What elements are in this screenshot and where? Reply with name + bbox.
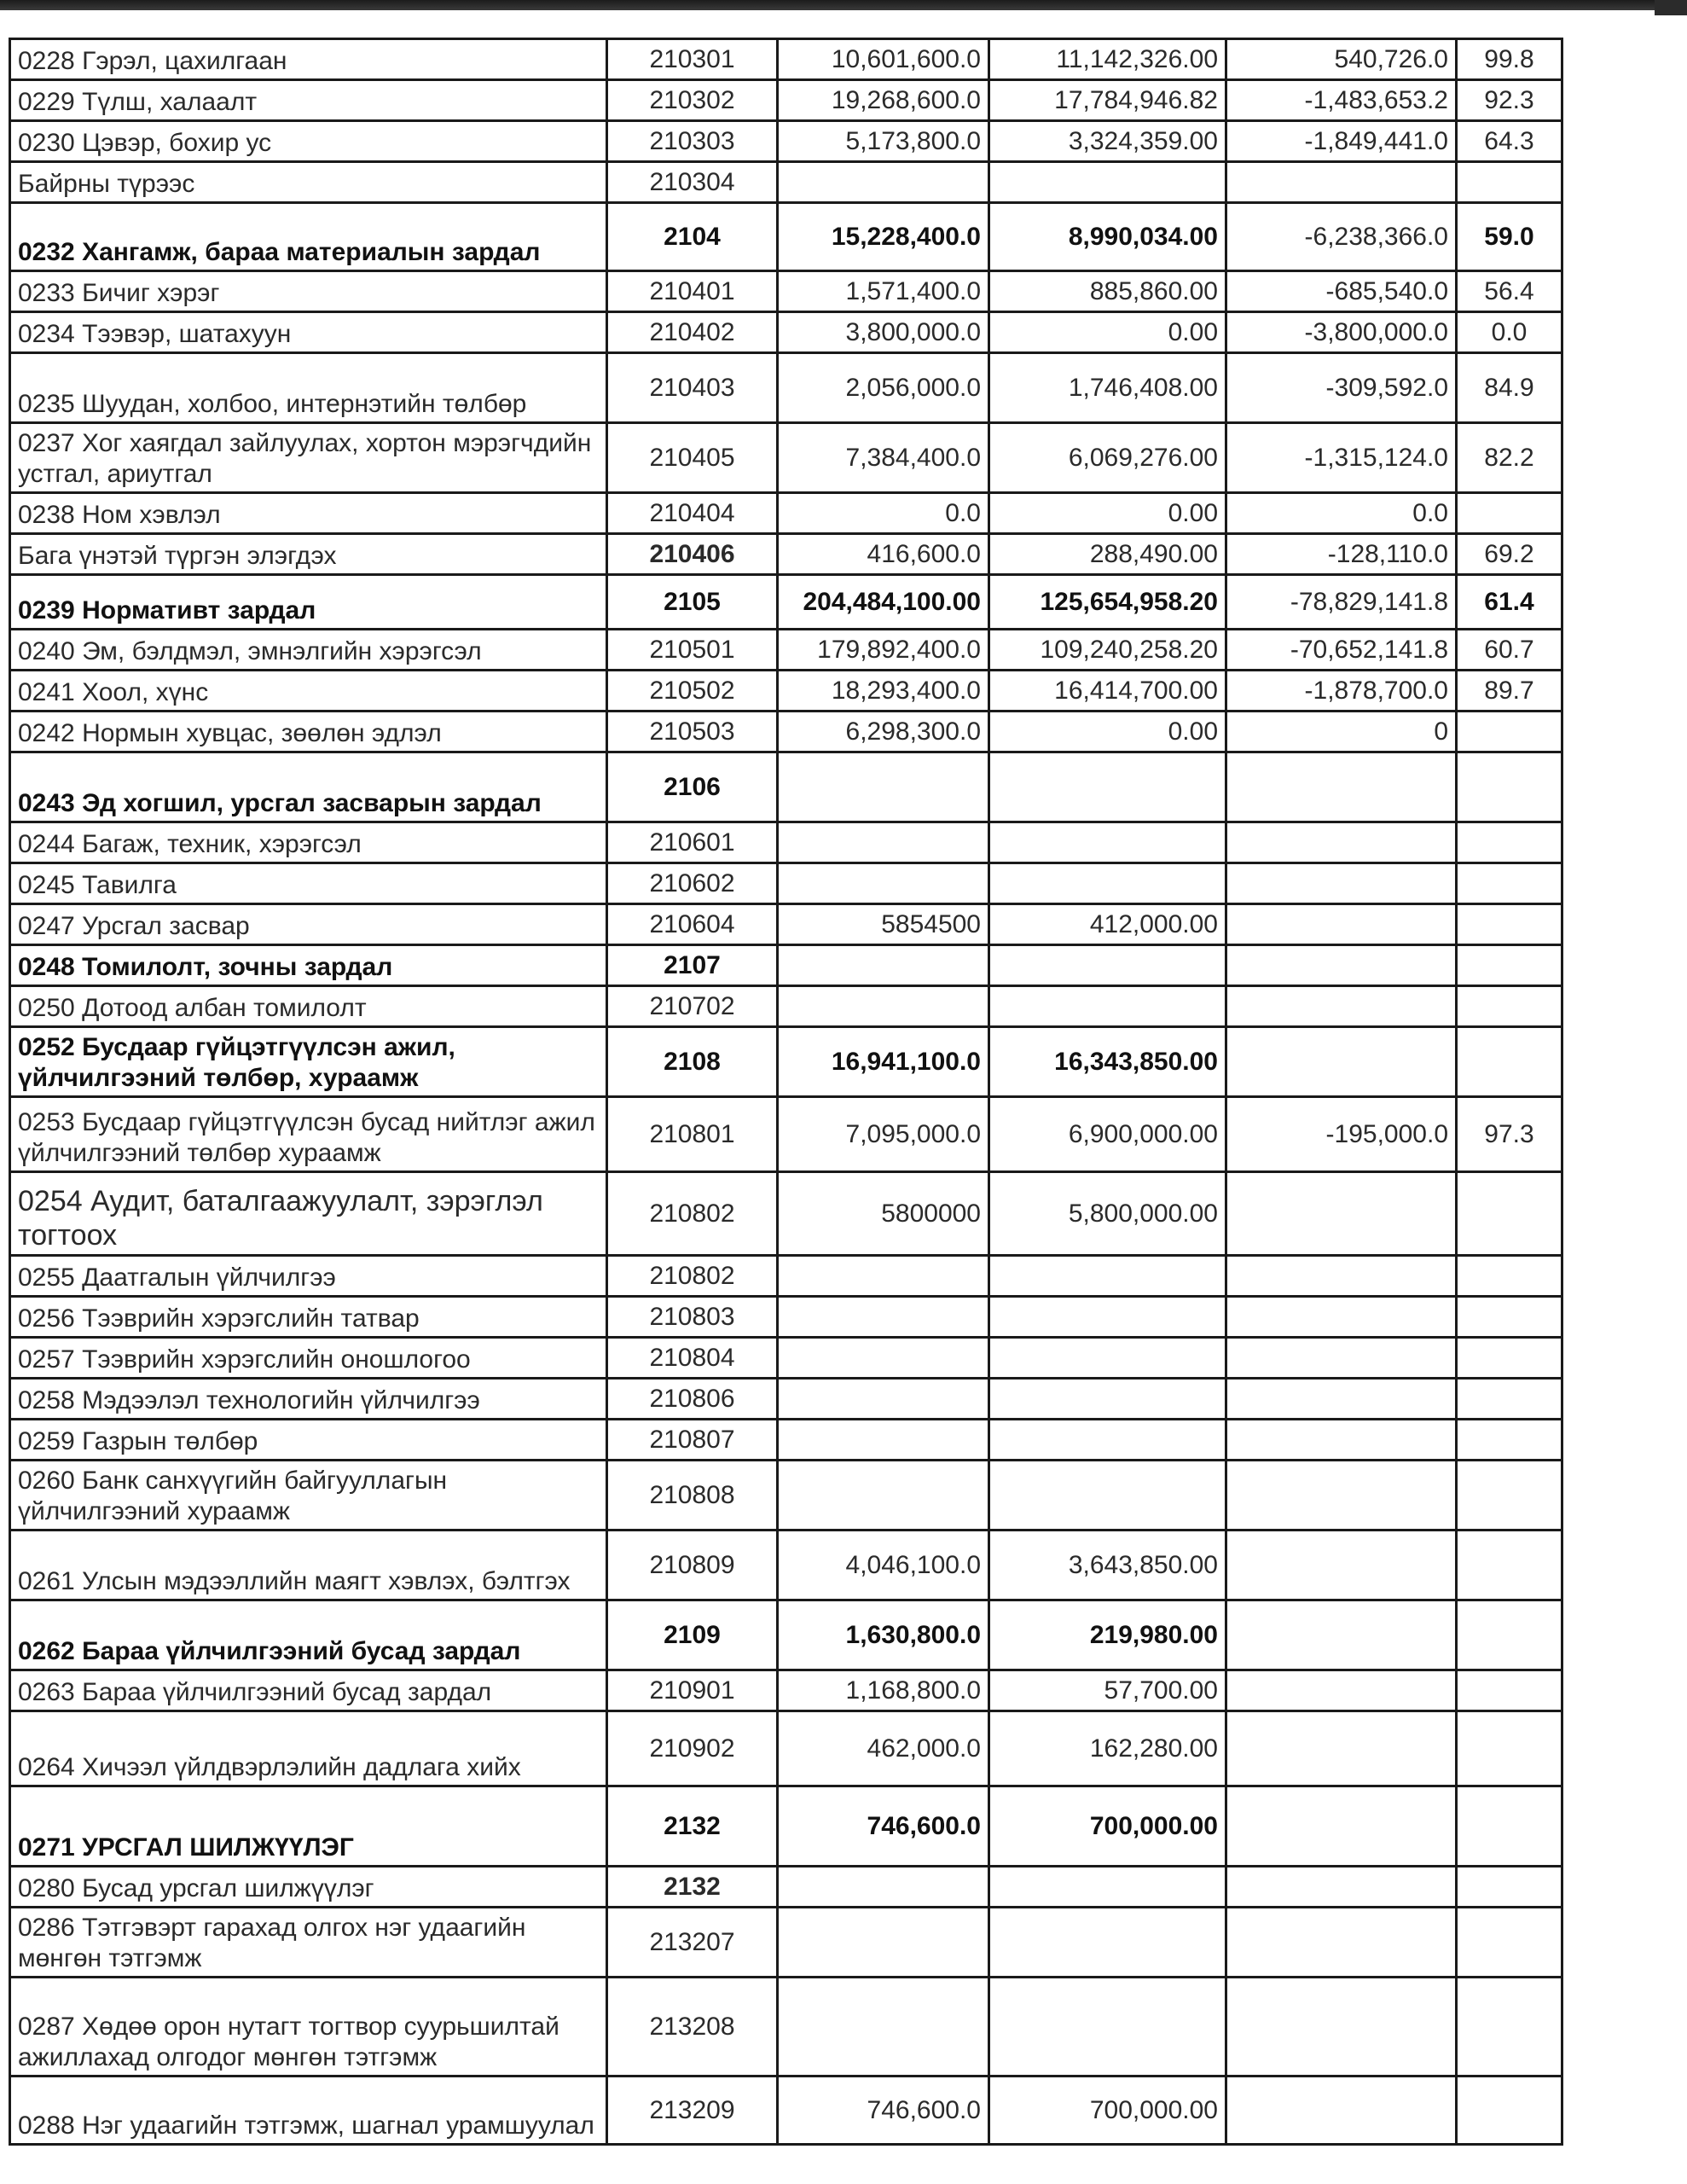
difference-amount: -1,849,441.0 [1226, 121, 1457, 162]
item-name: 0264 Хичээл үйлдвэрлэлийн дадлага хийх [10, 1711, 607, 1786]
planned-amount [778, 863, 989, 904]
budget-code: 210808 [607, 1461, 778, 1531]
difference-amount: -1,483,653.2 [1226, 80, 1457, 121]
planned-amount: 3,800,000.0 [778, 312, 989, 353]
actual-amount: 8,990,034.00 [989, 203, 1226, 271]
item-name: 0259 Газрын төлбөр [10, 1420, 607, 1461]
table-row [10, 39, 1562, 80]
execution-percent: 56.4 [1457, 271, 1562, 312]
budget-code: 210806 [607, 1379, 778, 1420]
budget-code: 210801 [607, 1097, 778, 1172]
difference-amount: -309,592.0 [1226, 353, 1457, 423]
execution-percent [1457, 2077, 1562, 2145]
table-row [10, 863, 1562, 904]
budget-code: 210403 [607, 353, 778, 423]
execution-percent [1457, 945, 1562, 986]
planned-amount: 746,600.0 [778, 1786, 989, 1867]
budget-code: 210901 [607, 1670, 778, 1711]
execution-percent [1457, 1338, 1562, 1379]
planned-amount [778, 1908, 989, 1978]
difference-amount [1226, 1600, 1457, 1670]
planned-amount: 18,293,400.0 [778, 671, 989, 712]
execution-percent: 59.0 [1457, 203, 1562, 271]
item-name: 0229 Түлш, халаалт [10, 80, 607, 121]
item-name: 0262 Бараа үйлчилгээний бусад зардал [10, 1600, 607, 1670]
execution-percent [1457, 863, 1562, 904]
budget-code: 210803 [607, 1297, 778, 1338]
table-row [10, 121, 1562, 162]
difference-amount [1226, 162, 1457, 203]
planned-amount: 15,228,400.0 [778, 203, 989, 271]
table-row [10, 2077, 1562, 2145]
budget-code: 210809 [607, 1531, 778, 1600]
item-name: 0241 Хоол, хүнс [10, 671, 607, 712]
actual-amount: 0.00 [989, 312, 1226, 353]
actual-amount: 109,240,258.20 [989, 630, 1226, 671]
item-name: 0255 Даатгалын үйлчилгээ [10, 1256, 607, 1297]
table-row [10, 353, 1562, 423]
planned-amount: 19,268,600.0 [778, 80, 989, 121]
budget-code: 2105 [607, 575, 778, 630]
budget-code: 2104 [607, 203, 778, 271]
actual-amount [989, 1338, 1226, 1379]
difference-amount [1226, 945, 1457, 986]
execution-percent [1457, 904, 1562, 945]
difference-amount [1226, 863, 1457, 904]
actual-amount: 5,800,000.00 [989, 1172, 1226, 1256]
difference-amount [1226, 1256, 1457, 1297]
table-row [10, 904, 1562, 945]
actual-amount [989, 162, 1226, 203]
planned-amount [778, 1297, 989, 1338]
budget-code: 210804 [607, 1338, 778, 1379]
difference-amount [1226, 1867, 1457, 1908]
item-name: 0258 Мэдээлэл технологийн үйлчилгээ [10, 1379, 607, 1420]
table-row [10, 575, 1562, 630]
planned-amount [778, 822, 989, 863]
planned-amount: 462,000.0 [778, 1711, 989, 1786]
actual-amount: 6,069,276.00 [989, 423, 1226, 493]
difference-amount [1226, 1670, 1457, 1711]
actual-amount [989, 822, 1226, 863]
budget-code: 2108 [607, 1027, 778, 1097]
budget-code: 210702 [607, 986, 778, 1027]
item-name: 0260 Банк санхүүгийн байгууллагын үйлчилгээний хураамж [10, 1461, 607, 1531]
table-row [10, 1670, 1562, 1711]
table-row [10, 1172, 1562, 1256]
table-row [10, 162, 1562, 203]
difference-amount [1226, 2077, 1457, 2145]
actual-amount [989, 945, 1226, 986]
item-name: Бага үнэтэй түргэн элэгдэх [10, 534, 607, 575]
planned-amount: 6,298,300.0 [778, 712, 989, 752]
actual-amount: 17,784,946.82 [989, 80, 1226, 121]
actual-amount [989, 1297, 1226, 1338]
budget-code: 2132 [607, 1867, 778, 1908]
table-row [10, 203, 1562, 271]
actual-amount: 412,000.00 [989, 904, 1226, 945]
difference-amount [1226, 1379, 1457, 1420]
actual-amount [989, 1867, 1226, 1908]
planned-amount [778, 1379, 989, 1420]
table-row [10, 493, 1562, 534]
budget-code: 210301 [607, 39, 778, 80]
item-name: 0253 Бусдаар гүйцэтгүүлсэн бусад нийтлэг ажил үйлчилгээний төлбөр хураамж [10, 1097, 607, 1172]
actual-amount: 125,654,958.20 [989, 575, 1226, 630]
item-name: 0240 Эм, бэлдмэл, эмнэлгийн хэрэгсэл [10, 630, 607, 671]
planned-amount: 5800000 [778, 1172, 989, 1256]
actual-amount: 16,343,850.00 [989, 1027, 1226, 1097]
actual-amount: 57,700.00 [989, 1670, 1226, 1711]
table-row [10, 1978, 1562, 2077]
planned-amount: 1,630,800.0 [778, 1600, 989, 1670]
difference-amount [1226, 1711, 1457, 1786]
table-row [10, 1867, 1562, 1908]
table-row [10, 1461, 1562, 1531]
actual-amount: 6,900,000.00 [989, 1097, 1226, 1172]
item-name: 0245 Тавилга [10, 863, 607, 904]
execution-percent: 99.8 [1457, 39, 1562, 80]
budget-code: 210404 [607, 493, 778, 534]
budget-code: 210302 [607, 80, 778, 121]
table-row [10, 423, 1562, 493]
planned-amount [778, 1256, 989, 1297]
item-name: 0287 Хөдөө орон нутагт тогтвор суурьшилтай ажиллахад олгодог мөнгөн тэтгэмж [10, 1978, 607, 2077]
planned-amount: 16,941,100.0 [778, 1027, 989, 1097]
table-row [10, 1027, 1562, 1097]
difference-amount [1226, 986, 1457, 1027]
table-row [10, 712, 1562, 752]
budget-code: 210303 [607, 121, 778, 162]
difference-amount: -3,800,000.0 [1226, 312, 1457, 353]
budget-code: 210405 [607, 423, 778, 493]
planned-amount: 7,384,400.0 [778, 423, 989, 493]
actual-amount: 288,490.00 [989, 534, 1226, 575]
difference-amount: 540,726.0 [1226, 39, 1457, 80]
budget-code: 2106 [607, 752, 778, 822]
execution-percent: 82.2 [1457, 423, 1562, 493]
item-name: 0288 Нэг удаагийн тэтгэмж, шагнал урамшуулал [10, 2077, 607, 2145]
table-row [10, 1420, 1562, 1461]
item-name: 0244 Багаж, техник, хэрэгсэл [10, 822, 607, 863]
difference-amount: 0.0 [1226, 493, 1457, 534]
item-name: 0254 Аудит, баталгаажуулалт, зэрэглэл тогтоох [10, 1172, 607, 1256]
execution-percent [1457, 1172, 1562, 1256]
table-row [10, 534, 1562, 575]
actual-amount: 3,324,359.00 [989, 121, 1226, 162]
planned-amount: 1,571,400.0 [778, 271, 989, 312]
item-name: 0248 Томилолт, зочны зардал [10, 945, 607, 986]
execution-percent: 97.3 [1457, 1097, 1562, 1172]
execution-percent [1457, 1297, 1562, 1338]
actual-amount [989, 1420, 1226, 1461]
difference-amount [1226, 1027, 1457, 1097]
table-row [10, 1531, 1562, 1600]
item-name: 0233 Бичиг хэрэг [10, 271, 607, 312]
execution-percent [1457, 1420, 1562, 1461]
difference-amount [1226, 904, 1457, 945]
item-name: 0252 Бусдаар гүйцэтгүүлсэн ажил, үйлчилгээний төлбөр, хураамж [10, 1027, 607, 1097]
actual-amount: 219,980.00 [989, 1600, 1226, 1670]
execution-percent: 61.4 [1457, 575, 1562, 630]
difference-amount: -685,540.0 [1226, 271, 1457, 312]
planned-amount [778, 1978, 989, 2077]
table-row [10, 986, 1562, 1027]
actual-amount [989, 752, 1226, 822]
budget-code: 2107 [607, 945, 778, 986]
actual-amount: 16,414,700.00 [989, 671, 1226, 712]
actual-amount [989, 1908, 1226, 1978]
actual-amount [989, 1978, 1226, 2077]
execution-percent [1457, 1027, 1562, 1097]
table-row [10, 822, 1562, 863]
table-row [10, 1600, 1562, 1670]
difference-amount [1226, 1786, 1457, 1867]
item-name: 0228 Гэрэл, цахилгаан [10, 39, 607, 80]
planned-amount: 746,600.0 [778, 2077, 989, 2145]
budget-table-body [10, 39, 1562, 2145]
scan-edge-corner [1655, 0, 1687, 15]
budget-code: 210601 [607, 822, 778, 863]
budget-code: 210501 [607, 630, 778, 671]
item-name: 0271 УРСГАЛ ШИЛЖҮҮЛЭГ [10, 1786, 607, 1867]
planned-amount: 4,046,100.0 [778, 1531, 989, 1600]
difference-amount: -70,652,141.8 [1226, 630, 1457, 671]
planned-amount: 0.0 [778, 493, 989, 534]
budget-code: 210406 [607, 534, 778, 575]
actual-amount [989, 986, 1226, 1027]
budget-code: 210602 [607, 863, 778, 904]
table-row [10, 271, 1562, 312]
budget-code: 213208 [607, 1978, 778, 2077]
table-row [10, 945, 1562, 986]
planned-amount [778, 162, 989, 203]
item-name: 0247 Урсгал засвар [10, 904, 607, 945]
item-name: 0243 Эд хогшил, урсгал засварын зардал [10, 752, 607, 822]
actual-amount: 1,746,408.00 [989, 353, 1226, 423]
execution-percent [1457, 822, 1562, 863]
execution-percent [1457, 1600, 1562, 1670]
item-name: 0232 Хангамж, бараа материалын зардал [10, 203, 607, 271]
actual-amount: 885,860.00 [989, 271, 1226, 312]
item-name: 0256 Тээврийн хэрэгслийн татвар [10, 1297, 607, 1338]
budget-code: 210402 [607, 312, 778, 353]
planned-amount [778, 945, 989, 986]
planned-amount [778, 752, 989, 822]
table-row [10, 1297, 1562, 1338]
planned-amount: 7,095,000.0 [778, 1097, 989, 1172]
difference-amount: -1,878,700.0 [1226, 671, 1457, 712]
table-row [10, 1379, 1562, 1420]
execution-percent [1457, 493, 1562, 534]
execution-percent [1457, 1978, 1562, 2077]
table-row [10, 80, 1562, 121]
actual-amount: 0.00 [989, 493, 1226, 534]
item-name: 0242 Нормын хувцас, зөөлөн эдлэл [10, 712, 607, 752]
budget-code: 210807 [607, 1420, 778, 1461]
table-row [10, 1256, 1562, 1297]
execution-percent [1457, 1908, 1562, 1978]
scan-edge-top [0, 0, 1687, 10]
execution-percent [1457, 1670, 1562, 1711]
difference-amount [1226, 752, 1457, 822]
actual-amount: 0.00 [989, 712, 1226, 752]
planned-amount: 1,168,800.0 [778, 1670, 989, 1711]
planned-amount: 10,601,600.0 [778, 39, 989, 80]
table-row [10, 630, 1562, 671]
budget-code: 213207 [607, 1908, 778, 1978]
item-name: 0230 Цэвэр, бохир ус [10, 121, 607, 162]
planned-amount: 5,173,800.0 [778, 121, 989, 162]
item-name: 0234 Тээвэр, шатахуун [10, 312, 607, 353]
planned-amount: 2,056,000.0 [778, 353, 989, 423]
planned-amount: 179,892,400.0 [778, 630, 989, 671]
table-row [10, 671, 1562, 712]
item-name: 0235 Шуудан, холбоо, интернэтийн төлбөр [10, 353, 607, 423]
item-name: 0261 Улсын мэдээллийн маягт хэвлэх, бэлтгэх [10, 1531, 607, 1600]
budget-code: 210401 [607, 271, 778, 312]
execution-percent: 92.3 [1457, 80, 1562, 121]
actual-amount [989, 1461, 1226, 1531]
difference-amount [1226, 1172, 1457, 1256]
item-name: 0250 Дотоод албан томилолт [10, 986, 607, 1027]
difference-amount [1226, 1908, 1457, 1978]
actual-amount: 700,000.00 [989, 1786, 1226, 1867]
item-name: 0257 Тээврийн хэрэгслийн оношлогоо [10, 1338, 607, 1379]
actual-amount [989, 1256, 1226, 1297]
item-name: 0239 Нормативт зардал [10, 575, 607, 630]
table-row [10, 752, 1562, 822]
actual-amount: 11,142,326.00 [989, 39, 1226, 80]
table-row [10, 1786, 1562, 1867]
actual-amount [989, 1379, 1226, 1420]
execution-percent [1457, 712, 1562, 752]
difference-amount [1226, 1531, 1457, 1600]
planned-amount: 5854500 [778, 904, 989, 945]
execution-percent [1457, 1379, 1562, 1420]
planned-amount [778, 986, 989, 1027]
execution-percent [1457, 1786, 1562, 1867]
budget-code: 213209 [607, 2077, 778, 2145]
execution-percent: 0.0 [1457, 312, 1562, 353]
execution-percent [1457, 1711, 1562, 1786]
difference-amount [1226, 822, 1457, 863]
item-name: Байрны түрээс [10, 162, 607, 203]
difference-amount: -78,829,141.8 [1226, 575, 1457, 630]
budget-table [9, 38, 1563, 2146]
actual-amount [989, 863, 1226, 904]
item-name: 0263 Бараа үйлчилгээний бусад зардал [10, 1670, 607, 1711]
table-row [10, 1908, 1562, 1978]
planned-amount [778, 1420, 989, 1461]
execution-percent [1457, 1867, 1562, 1908]
difference-amount: -1,315,124.0 [1226, 423, 1457, 493]
execution-percent [1457, 1531, 1562, 1600]
table-row [10, 312, 1562, 353]
difference-amount [1226, 1420, 1457, 1461]
actual-amount: 700,000.00 [989, 2077, 1226, 2145]
actual-amount: 162,280.00 [989, 1711, 1226, 1786]
execution-percent [1457, 986, 1562, 1027]
budget-code: 2109 [607, 1600, 778, 1670]
execution-percent [1457, 1256, 1562, 1297]
planned-amount [778, 1338, 989, 1379]
item-name: 0237 Хог хаягдал зайлуулах, хортон мэрэгчдийн устгал, ариутгал [10, 423, 607, 493]
execution-percent: 89.7 [1457, 671, 1562, 712]
execution-percent: 84.9 [1457, 353, 1562, 423]
difference-amount [1226, 1338, 1457, 1379]
table-row [10, 1097, 1562, 1172]
item-name: 0280 Бусад урсгал шилжүүлэг [10, 1867, 607, 1908]
table-row [10, 1711, 1562, 1786]
item-name: 0238 Ном хэвлэл [10, 493, 607, 534]
planned-amount [778, 1461, 989, 1531]
execution-percent: 64.3 [1457, 121, 1562, 162]
difference-amount [1226, 1461, 1457, 1531]
execution-percent [1457, 1461, 1562, 1531]
budget-code: 2132 [607, 1786, 778, 1867]
table-row [10, 1338, 1562, 1379]
difference-amount: 0 [1226, 712, 1457, 752]
difference-amount [1226, 1978, 1457, 2077]
difference-amount [1226, 1297, 1457, 1338]
budget-code: 210604 [607, 904, 778, 945]
planned-amount [778, 1867, 989, 1908]
planned-amount: 416,600.0 [778, 534, 989, 575]
execution-percent [1457, 752, 1562, 822]
execution-percent [1457, 162, 1562, 203]
difference-amount: -6,238,366.0 [1226, 203, 1457, 271]
budget-code: 210304 [607, 162, 778, 203]
budget-code: 210502 [607, 671, 778, 712]
budget-code: 210503 [607, 712, 778, 752]
planned-amount: 204,484,100.00 [778, 575, 989, 630]
item-name: 0286 Тэтгэвэрт гарахад олгох нэг удаагийн мөнгөн тэтгэмж [10, 1908, 607, 1978]
budget-code: 210902 [607, 1711, 778, 1786]
actual-amount: 3,643,850.00 [989, 1531, 1226, 1600]
execution-percent: 60.7 [1457, 630, 1562, 671]
budget-code: 210802 [607, 1172, 778, 1256]
difference-amount: -128,110.0 [1226, 534, 1457, 575]
execution-percent: 69.2 [1457, 534, 1562, 575]
difference-amount: -195,000.0 [1226, 1097, 1457, 1172]
budget-code: 210802 [607, 1256, 778, 1297]
